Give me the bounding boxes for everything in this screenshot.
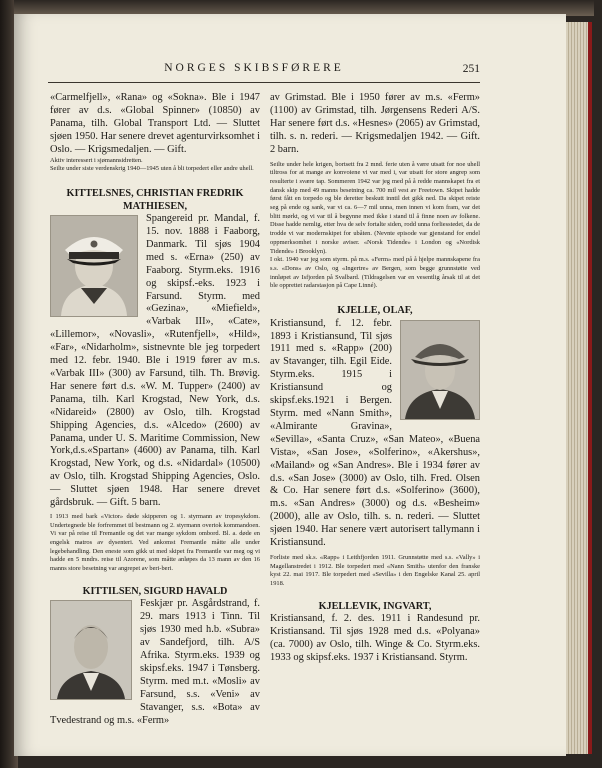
kjelle-portrait	[400, 320, 480, 420]
kjelle-biography: Kristiansund, f. 12. febr. 1893 i Kristiansund, Til sjøs 1911 med s. «Rapp» (200) av Stavanger, tilh. Egil Eide. Styrm.eks. 1915 i Kristiansund og skipsf.eks.1921 i Bergen. Styrm. med «Nann Smith», «Almirante Gravina», «Sevilla», «Santa Cruz», «San Mateo», «Buena Vista», «San Jose», «Solferino», «Akershus», «Mailand» og «San Andres». Ble i 1934 fører av d.s. «San Jose» (3000) av Oslo, tilh. Fred. Olsen & Co. Har senere ført d.s. «Solferino» (3600), m.s. «San Andres» (3000) og d.s. «Besheim» (2000), alle av Oslo, tilh. s. n. rederi. — Sluttet sjøen 1940. Har senere vært autorisert tallymann i Kristiansund.	[270, 317, 480, 549]
kittelsnes-heading: KITTELSNES, CHRISTIAN FREDRIK MATHIESEN,	[66, 187, 244, 212]
page-edges	[566, 22, 592, 754]
kjelle-heading: KJELLE, OLAF,	[337, 305, 413, 317]
right-column	[270, 92, 480, 665]
kjellevik-biography: Kristiansand, f. 2. des. 1911 i Randesund pr. Kristiansand. Til sjøs 1928 med d.s. «Polyana» (ca. 7000) av Oslo, tilh. Winge & Co. Styrm.eks. 1933 og skipsf.eks. 1937 i Kristiansand. Styrm.	[270, 613, 480, 664]
running-header: NORGES SKIBSFØRERE	[164, 62, 344, 74]
intro-note-2: Seilte under siste verdenskrig 1940—1945 uten å bli torpedert eller andre uhell.	[50, 165, 254, 173]
continuation-note-2: I okt. 1940 var jeg som styrm. på m.s. «Ferm» med på å hjelpe mannskapene fra s.s. «Dons» av Oslo, og «Ingertre» av Bergen, som begge grunnstøtte ved innløpet av Isfjorden på Svalbard. (Tildragelsen var en vesentlig årsak til at det ble opprettet radarstasjon på Cape Linné).	[270, 256, 480, 290]
left-column	[50, 92, 260, 728]
page-number: 251	[462, 63, 480, 75]
kjelle-note: Forliste med sk.s. «Rapp» i Leithfjorden 1911. Grunnstøtte med s.s. «Vally» i Magellanstredet i 1912. Ble torpedert med «Nann Smith» utenfor den franske kyst 22. mai 1917. Ble torpedert med «Sevilla» i den Engelske Kanal 25. april 1918.	[270, 553, 480, 588]
kjellevik-heading: KJELLEVIK, INGVART,	[318, 600, 432, 612]
header-rule	[48, 82, 480, 83]
kittilsen-portrait	[50, 600, 132, 700]
kittelsnes-portrait	[50, 215, 138, 317]
kittilsen-heading: KITTILSEN, SIGURD HAVALD	[82, 585, 228, 597]
intro-paragraph: «Carmelfjell», «Rana» og «Sokna». Ble i 1947 fører av d.s. «Global Spinner» (10850) av Panama, tilh. Global Transport Ltd. — Sluttet sjøen 1950. Har senere drevet agenturvirksomhet i Oslo. — Krigsmedaljen. — Gift.	[50, 92, 260, 155]
kittelsnes-note: I 1913 med bark «Victor» døde skipperen og 1. styrmann av tropesykdom. Undertegnede ble forfremmet til bestmann og 2. styrmann overtok kommandoen. Vi var på reise til Fremantle og det var mange sykdom ombord. Bl. a. døde en engelsk matros av dysenteri. Ved ankomst Fremantle måtte alle under legebehandling. Den eneste som gikk ut med skipet fra Fremantle var meg og vi hadde en 5 mndrs. reise til Azorene, som måtte anløpes da 13 mann av den 16 manns store besetning var angrepet av beri-beri.	[50, 512, 260, 573]
intro-note-1: Aktiv interessert i sjømannsidretten.	[50, 156, 143, 164]
kittilsen-biography: Feskjær pr. Asgårdstrand, f. 29. mars 1913 i Tinn. Til sjøs 1930 med h.b. «Subra» av Sandefjord, tilh. A/S Afrika. Styrm.eks. 1939 og skipsf.eks. 1947 i Tønsberg. Styrm. med m.t. «Mosli» av Farsund, s.s. «Veni» av Stavanger, s.s. «Bota» av Tvedestrand og m.s. «Ferm»	[50, 598, 260, 726]
kittelsnes-biography: Spangereid pr. Mandal, f. 15. nov. 1888 i Faaborg, Danmark. Til sjøs 1904 med s. «Erna» (250) av Faaborg. Styrm.eks. 1916 og skipsf.-eks. 1923 i Farsund. Styrm. med «Gezina», «Miefield», «Varbak III», «Cate», «Lillemor», «Novasli», «Rutenfjell», «Hild», «Far», «Nidarholm», sistnevnte ble jeg torpedert med 12. febr. 1940. Ble i 1919 fører av m.s. «Varbak III» (300) av Farsund, tilh. Th. Brøvig. Har senere ført d.s. «W. M. Tupper» (2400) av Panama, tilh. Karl Krogstad, New York, d.s. «Nidareid» (2800) av Oslo, tilh. Krogstad Shipping Agencies, d.s. «Alcedo» (2600) av Panama, under U. S. Maritime Commission, New York,d.s.«Spartan» (4600) av Panama, tilh. Karl Krogstad, New York, og d.s. «Nidardal» (10500) av Oslo, tilh. Krogstad Shipping Agencies, Oslo. — Sluttet sjøen 1948. Har senere drevet gårdsbruk. — Gift. 5 barn.	[50, 213, 260, 509]
continuation-paragraph: av Grimstad. Ble i 1950 fører av m.s. «Ferm» (1100) av Grimstad, tilh. Jørgensens Rederi A/S. Har senere ført d.s. «Hesnes» (2065) av Grimstad, tilh. s. n. rederi. — Krigsmedaljen 1942. — Gift. 2 barn.	[270, 92, 480, 155]
continuation-note-1: Seilte under hele krigen, bortsett fra 2 mnd. ferie uten å være utsatt for noe uhell tiltross for at mange av konvoiene vi var med i, var utsatt for store angrep som resulterte i svære tap. Sommeren 1942 var jeg med på å redde mannskapet fra et dansk skip med 49 manns besetning ca. 700 mil vest av Freetown. Skipet hadde først fått en torpedo og ble deretter beskutt inntil det gikk ned. Da skipet reiste seg på ende og sank, var vi ca. 6—7 mil unna, men innen vi kom fram, var det blitt mørkt, og vi var til å begynne med ikke i stand til å finne noen av folkene. Disse hadde nemlig, etter hva de selv fortalte siden, rodd unna forliesstedet, da de trodde vi var modernskipet for ubåten. (Nevnte episode var gjenstand for endel oppmerksomhet i norske aviser. «Norsk Tidende» i London og «Nordisk Tidende» i Brooklyn).	[270, 160, 480, 255]
